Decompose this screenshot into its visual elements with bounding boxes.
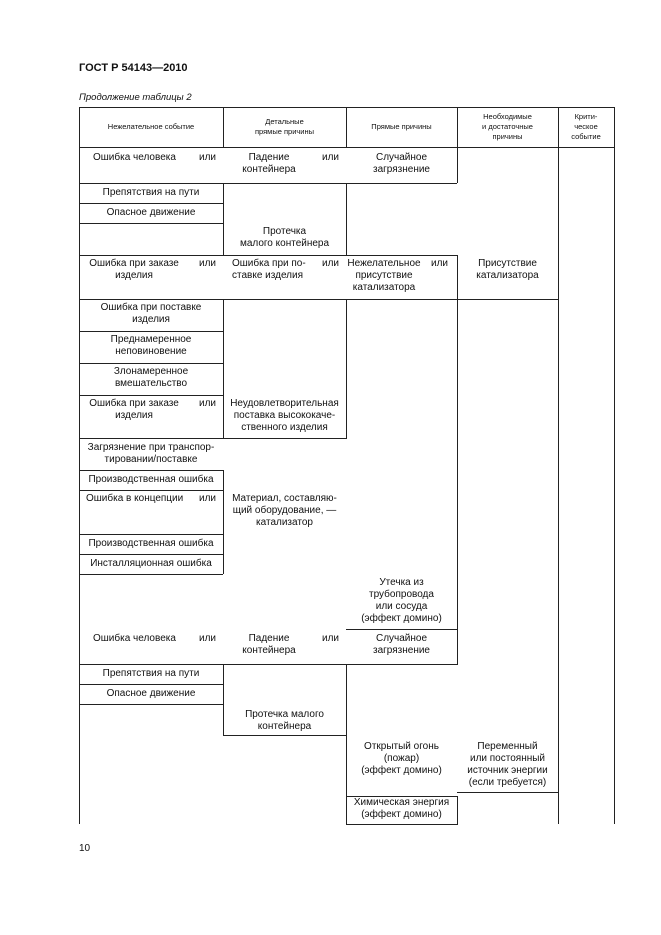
undesired-event-cell: Ошибка при заказе [89, 398, 179, 409]
or-connector: или [431, 258, 449, 269]
detailed-cause-cell: катализатор [256, 517, 313, 528]
table-continuation-label: Продолжение таблицы 2 [79, 92, 192, 103]
detailed-cause-cell: Неудовлетворительная [230, 398, 339, 409]
necessary-cause-cell: (если требуется) [468, 777, 547, 788]
row-line [223, 183, 457, 184]
col4-divider [457, 299, 458, 664]
row-line [457, 299, 558, 300]
row-line [79, 704, 223, 705]
row-line [79, 255, 458, 256]
undesired-event-cell: тировании/поставке [104, 454, 198, 465]
header-necessary-causes-line2: и достаточные [482, 122, 533, 131]
undesired-event-cell: Препятствия на пути [102, 668, 200, 679]
header-necessary-causes-line3: причины [492, 132, 523, 141]
header-direct-causes: Прямые причины [371, 122, 432, 131]
header-critical-event-line1: Крити- [574, 112, 598, 121]
header-undesired-event: Нежелательное событие [107, 122, 195, 131]
header-necessary-causes-line1: Необходимые [483, 112, 532, 121]
undesired-event-cell: Опасное движение [106, 207, 196, 218]
document-title: ГОСТ Р 54143—2010 [79, 62, 188, 74]
row-line [79, 470, 223, 471]
direct-cause-cell: загрязнение [373, 164, 430, 175]
row-line [79, 363, 223, 364]
or-connector: или [322, 152, 340, 163]
col4-divider [457, 147, 458, 183]
undesired-event-cell: Ошибка при поставке [100, 302, 202, 313]
detailed-cause-cell: контейнера [257, 721, 312, 732]
row-line [79, 223, 223, 224]
or-connector: или [322, 258, 340, 269]
necessary-cause-cell: источник энергии [467, 765, 548, 776]
or-connector: или [199, 152, 217, 163]
col2-divider [346, 183, 347, 255]
row-line [346, 629, 458, 630]
col4-divider [457, 796, 458, 824]
header-critical-event-line2: ческое [574, 122, 598, 131]
header-divider [558, 107, 559, 824]
col2-divider [346, 299, 347, 438]
undesired-event-cell: изделия [115, 270, 153, 281]
row-line [79, 664, 458, 665]
undesired-event-cell: изделия [132, 314, 170, 325]
undesired-event-cell: неповиновение [115, 346, 187, 357]
undesired-event-cell: Инсталляционная ошибка [90, 558, 212, 569]
row-line [79, 574, 223, 575]
direct-cause-cell: Химическая энергия [353, 797, 450, 808]
row-line [79, 534, 223, 535]
header-detailed-causes-line2: прямые причины [254, 127, 315, 136]
row-line [79, 395, 223, 396]
undesired-event-cell: Ошибка человека [93, 633, 176, 644]
undesired-event-cell: Ошибка в концепции [86, 493, 184, 504]
direct-cause-cell: (эффект домино) [361, 809, 442, 820]
detailed-cause-cell: ставке изделия [232, 270, 304, 281]
direct-cause-cell: (пожар) [383, 753, 420, 764]
detailed-cause-cell: Ошибка при по- [232, 258, 306, 269]
detailed-cause-cell: Протечка [262, 226, 307, 237]
undesired-event-cell: Производственная ошибка [88, 474, 214, 485]
necessary-cause-cell: Переменный [477, 741, 538, 752]
detailed-cause-cell: Материал, составляю- [232, 493, 337, 504]
direct-cause-cell: Нежелательное [347, 258, 421, 269]
direct-cause-cell: присутствие [355, 270, 413, 281]
undesired-event-cell: Препятствия на пути [102, 187, 200, 198]
necessary-cause-cell: или постоянный [469, 753, 546, 764]
row-line [346, 299, 458, 300]
undesired-event-cell: Ошибка человека [93, 152, 176, 163]
or-connector: или [199, 633, 217, 644]
direct-cause-cell: катализатора [352, 282, 416, 293]
direct-cause-cell: трубопровода [369, 589, 434, 600]
row-line [79, 684, 223, 685]
row-line [79, 331, 223, 332]
table-right-border [614, 107, 615, 824]
undesired-event-cell: Загрязнение при транспор- [87, 442, 215, 453]
direct-cause-cell: или сосуда [375, 601, 428, 612]
detailed-cause-cell: малого контейнера [239, 238, 330, 249]
row-line [79, 183, 223, 184]
direct-cause-cell: Утечка из [379, 577, 424, 588]
row-line [79, 203, 223, 204]
or-connector: или [199, 258, 217, 269]
row-line [457, 792, 558, 793]
detailed-cause-cell: Падение [248, 633, 290, 644]
detailed-cause-cell: Падение [248, 152, 290, 163]
row-line [79, 554, 223, 555]
direct-cause-cell: (эффект домино) [361, 613, 442, 624]
undesired-event-cell: Производственная ошибка [88, 538, 214, 549]
row-line [79, 438, 347, 439]
necessary-cause-cell: Присутствие [478, 258, 537, 269]
detailed-cause-cell: щий оборудование, — [232, 505, 337, 516]
undesired-event-cell: Преднамеренное [110, 334, 192, 345]
page-number: 10 [79, 843, 91, 854]
detailed-cause-cell: контейнера [242, 645, 296, 656]
or-connector: или [199, 398, 217, 409]
undesired-event-cell: изделия [115, 410, 153, 421]
necessary-cause-cell: катализатора [476, 270, 539, 281]
header-critical-event-line3: событие [571, 132, 601, 141]
detailed-cause-cell: поставка высококаче- [233, 410, 336, 421]
direct-cause-cell: Случайное [375, 633, 428, 644]
row-line [79, 490, 223, 491]
detailed-cause-cell: контейнера [242, 164, 296, 175]
direct-cause-cell: загрязнение [373, 645, 430, 656]
direct-cause-cell: (эффект домино) [361, 765, 442, 776]
row-line [346, 824, 458, 825]
undesired-event-cell: Опасное движение [106, 688, 196, 699]
direct-cause-cell: Открытый огонь [364, 741, 439, 752]
header-bottom-border [79, 147, 614, 148]
direct-cause-cell: Случайное [375, 152, 428, 163]
header-detailed-causes-line1: Детальные [265, 117, 304, 126]
undesired-event-cell: Злонамеренное [113, 366, 189, 377]
row-line [223, 735, 347, 736]
or-connector: или [322, 633, 340, 644]
detailed-cause-cell: Протечка малого [245, 709, 324, 720]
or-connector: или [199, 493, 217, 504]
detailed-cause-cell: ственного изделия [241, 422, 328, 433]
undesired-event-cell: Ошибка при заказе [89, 258, 179, 269]
undesired-event-cell: вмешательство [114, 378, 188, 389]
